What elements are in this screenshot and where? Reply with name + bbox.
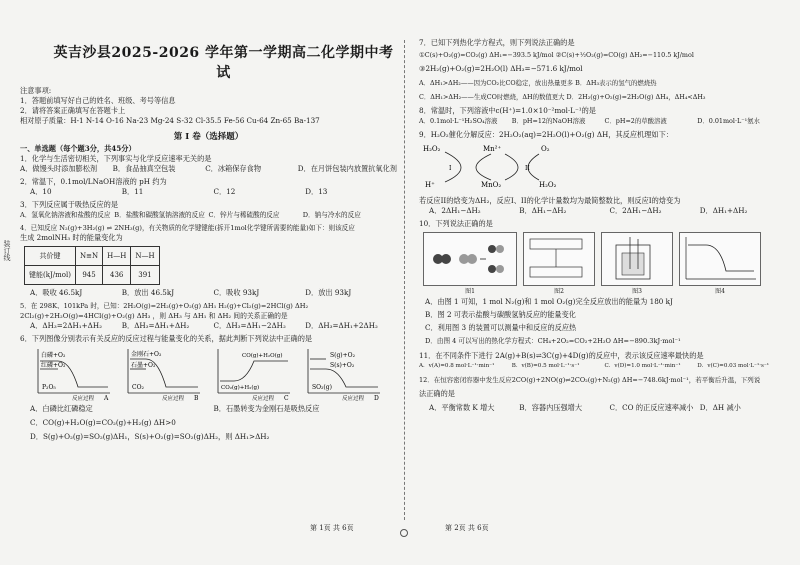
- question-1: 1．化学与生活密切相关，下列事实与化学反应速率无关的是: [20, 154, 212, 163]
- q6-option-c: C．CO(g)+H₂O(g)=CO₂(g)+H₂(g) ΔH>0: [30, 418, 176, 427]
- q4-option-c: C．吸收 93kJ: [213, 288, 260, 297]
- graph-b-mid: 石墨+O₂: [131, 362, 156, 369]
- graph-d-top: S(g)+O₂: [330, 352, 355, 359]
- reaction-mechanism: [421, 142, 571, 190]
- q12-option-b: B．容器内压强增大: [519, 403, 583, 412]
- question-4-cont: 生成 2molNH₃ 时的能量变化为: [20, 233, 123, 242]
- question-3: 3．下列反应属于吸热反应的是: [20, 200, 119, 209]
- energy-graph-b: [122, 347, 202, 401]
- q1-option-a: A．做馒头时添加膨松剂: [20, 164, 98, 173]
- q3-option-b: B．盐酸和碳酸氢钠溶液的反应: [114, 211, 205, 219]
- q3-option-c: C．锌片与稀硫酸的反应: [208, 211, 280, 219]
- q5-option-c: C．ΔH₃=ΔH₁−2ΔH₂: [213, 321, 286, 330]
- q6-option-b: B．石墨转变为金刚石是吸热反应: [213, 404, 320, 413]
- mech-step-i: I: [449, 165, 452, 172]
- mech-hplus: H⁺: [425, 181, 435, 189]
- q11-option-d: D．v(C)=0.03 mol·L⁻¹·s⁻¹: [697, 363, 770, 369]
- mech-mno2: MnO₂: [481, 181, 502, 189]
- q9-option-b: B．ΔH₁−ΔH₂: [519, 206, 567, 215]
- graph-c-xlabel: 反应过程: [252, 396, 275, 401]
- q9-option-c: C．2ΔH₁−ΔH₂: [609, 206, 662, 215]
- graph-b-top: 金刚石+O₂: [131, 351, 162, 358]
- question-11: 11．在不同条件下进行 2A(g)+B(s)⇌3C(g)+4D(g)的反应中，表示该反应速率最快的是: [419, 351, 704, 360]
- table-cell: 键能(kJ/mol): [25, 266, 76, 285]
- question-12: 12．在恒容密闭容器中发生反应2CO(g)+2NO(g)⇌2CO₂(g)+N₂(g) ΔH=−748.6kJ·mol⁻¹，若平衡后升温，下列说: [419, 376, 761, 384]
- figure-1-diagram: [423, 232, 517, 286]
- graph-c-bottom: CO₂(g)+H₂(g): [221, 385, 260, 391]
- graph-a-mid: 红磷+O₂: [41, 362, 66, 369]
- energy-graph-a: [32, 347, 112, 401]
- q8-option-b: B．pH=12的NaOH溶液: [511, 117, 586, 125]
- q3-options: [20, 210, 397, 220]
- figure-2-caption: 图2: [554, 288, 564, 295]
- notes-heading: 注意事项:: [20, 86, 52, 95]
- q11-option-b: B．v(B)=0.5 mol·L⁻¹·s⁻¹: [511, 363, 580, 369]
- left-page-footer: 第 1页 共 6页: [310, 524, 354, 532]
- figure-1: [423, 232, 517, 295]
- q2-option-d: D．13: [305, 187, 328, 196]
- q2-option-c: C．12: [213, 187, 236, 196]
- q4-option-d: D．放出 93kJ: [305, 288, 352, 297]
- mech-h2o2-bottom: H₂O₂: [539, 181, 557, 189]
- q6-options-ab: [30, 404, 397, 414]
- right-page-footer: 第 2页 共 6页: [445, 524, 489, 532]
- q1-options: [20, 164, 397, 174]
- question-2: 2．常温下，0.1mol/LNaOH溶液的 pH 约为: [20, 177, 167, 186]
- note-1: 1．答题前填写好自己的姓名、班级、考号等信息: [20, 96, 176, 105]
- q1-option-b: B．食品抽真空包装: [112, 164, 176, 173]
- binding-line-label: 装订线: [3, 240, 11, 261]
- table-cell: H—H: [103, 247, 131, 266]
- q12-options: [429, 403, 790, 413]
- q11-option-a: A．v(A)=0.8 mol·L⁻¹·min⁻¹: [419, 363, 495, 369]
- question-7: 7．已知下列热化学方程式，则下列说法正确的是: [419, 38, 575, 47]
- question-5-cont: 2Cl₂(g)+2H₂O(g)=4HCl(g)+O₂(g) ΔH₃ ，则 ΔH₃ 与 ΔH₁ 和 ΔH₂ 间的关系正确的是: [20, 312, 288, 320]
- note-2: 2．请将答案正确填写在答题卡上: [20, 106, 126, 115]
- bond-energy-table: [24, 246, 160, 285]
- mech-step-ii: II: [525, 165, 530, 172]
- q5-option-b: B．ΔH₃=ΔH₁+ΔH₂: [121, 321, 190, 330]
- table-row: [25, 266, 160, 285]
- graph-b-xlabel: 反应过程: [162, 396, 185, 401]
- figure-4-diagram: [679, 232, 761, 286]
- section-title: 第 I 卷（选择题）: [173, 132, 244, 142]
- q12-option-a: A．平衡常数 K 增大: [429, 403, 495, 412]
- q2-option-a: A．10: [30, 187, 52, 196]
- q9-option-a: A．2ΔH₁−ΔH₂: [429, 206, 481, 215]
- table-cell: 945: [75, 266, 102, 285]
- exam-title: 英吉沙县2025-2026 学年第一学期高二化学期中考试: [53, 45, 394, 81]
- graph-a-bottom: P₂O₅: [42, 384, 56, 391]
- q1-option-d: D．在月饼包装内放置抗氧化剂: [297, 164, 397, 173]
- question-10: 10．下列说法正确的是: [419, 219, 493, 228]
- graph-b-bottom: CO₂: [132, 384, 144, 391]
- q5-option-a: A．ΔH₃=2ΔH₁+ΔH₂: [30, 321, 103, 330]
- q8-option-d: D．0.01mol·L⁻¹氨水: [697, 117, 760, 125]
- q12-option-c: C．CO 的正反应速率减小: [609, 403, 694, 412]
- binding-hole: [400, 529, 408, 537]
- figure-3-caption: 图3: [632, 288, 642, 295]
- graph-d-letter: D: [374, 395, 379, 401]
- q12-option-d: D．ΔH 减小: [699, 403, 741, 412]
- q6-option-a: A．白磷比红磷稳定: [30, 404, 93, 413]
- figure-4: [679, 232, 761, 295]
- figure-1-caption: 图1: [465, 288, 475, 295]
- figure-3-diagram: [601, 232, 673, 286]
- q10-option-d: D．由图 4 可以写出的热化学方程式：CH₄+2O₂=CO₂+2H₂O ΔH=−890.3kJ·mol⁻¹: [425, 337, 681, 345]
- table-cell: 436: [103, 266, 131, 285]
- q11-option-c: C．v(D)=1.0 mol·L⁻¹·min⁻¹: [604, 363, 681, 369]
- part-one-heading: 一、单选题（每个题3分，共45分）: [20, 144, 136, 153]
- q7-equation-2: ③2H₂(g)+O₂(g)=2H₂O(l) ΔH₃=−571.6 kJ/mol: [419, 64, 583, 73]
- q4-options: [30, 288, 397, 298]
- figure-3: [601, 232, 673, 295]
- q7-equation-1: ①C(s)+O₂(g)=CO₂(g) ΔH₁=−393.5 kJ/mol ②C(s)+½O₂(g)=CO(g) ΔH₂=−110.5 kJ/mol: [419, 51, 694, 59]
- question-4: 4．已知反应 N₂(g)+3H₂(g) ⇌ 2NH₃(g)，有关物质的化学键键能(拆开1mol化学键所需要的能量)如下：则该反应: [20, 224, 355, 232]
- graph-b-letter: B: [194, 395, 199, 401]
- energy-graphs: [32, 347, 397, 401]
- question-9-cont: 若反应II的焓变为ΔH₂，反应I、II的化学计量数均为最简整数比，则反应I的焓变为: [419, 196, 681, 205]
- graph-a-xlabel: 反应过程: [72, 396, 95, 401]
- q7-option-ab: A．ΔH₁>ΔH₂——因为CO₂比CO稳定，放出热量更多 B．ΔH₃表示的氢气的燃烧热: [419, 79, 657, 87]
- graph-a-letter: A: [104, 395, 109, 401]
- q4-option-b: B．放出 46.5kJ: [121, 288, 175, 297]
- graph-d-bottom: SO₂(g): [312, 384, 332, 391]
- question-6: 6．下列图像分别表示有关反应的反应过程与能量变化的关系，据此判断下列说法中正确的是: [20, 334, 313, 343]
- figure-2-diagram: [523, 232, 595, 286]
- q3-option-a: A．氢氧化钠溶液和盐酸的反应: [20, 211, 111, 219]
- table-cell: N—H: [131, 247, 159, 266]
- figure-4-caption: 图4: [715, 288, 725, 295]
- table-row: [25, 247, 160, 266]
- energy-graph-d: [302, 347, 382, 401]
- graph-d-xlabel: 反应过程: [342, 396, 365, 401]
- q5-option-d: D．ΔH₃=ΔH₁+2ΔH₂: [305, 321, 378, 330]
- figure-2: [523, 232, 595, 295]
- atomic-masses: 相对原子质量：H-1 N-14 O-16 Na-23 Mg-24 S-32 Cl-35.5 Fe-56 Cu-64 Zn-65 Ba-137: [20, 116, 320, 125]
- graph-a-top: 白磷+O₂: [41, 352, 66, 359]
- q9-option-d: D．ΔH₁+ΔH₂: [699, 206, 748, 215]
- q9-options: [429, 206, 790, 216]
- question-12-cont: 法正确的是: [419, 389, 455, 398]
- q8-options: [419, 116, 790, 126]
- q1-option-c: C．冰箱保存食物: [205, 164, 262, 173]
- q10-option-a: A．由图 1 可知，1 mol N₂(g)和 1 mol O₂(g)完全反应放出的能量为 180 kJ: [425, 297, 673, 306]
- graph-c-top: CO(g)+H₂O(g): [242, 353, 283, 359]
- mech-o2: O₂: [541, 145, 550, 153]
- question-5: 5．在 298K、101kPa 时，已知：2H₂O(g)=2H₂(g)+O₂(g) ΔH₁ H₂(g)+Cl₂(g)=2HCl(g) ΔH₂: [20, 302, 309, 310]
- q5-options: [30, 321, 397, 331]
- q2-options: [30, 187, 397, 197]
- q6-option-d: D．S(g)+O₂(g)=SO₂(g)ΔH₁，S(s)+O₂(g)=SO₂(g)ΔH₂，则 ΔH₁>ΔH₂: [30, 432, 270, 441]
- mech-h2o2-top: H₂O₂: [423, 145, 441, 153]
- graph-d-mid: S(s)+O₂: [330, 362, 355, 369]
- q10-option-b: B．图 2 可表示盐酸与碳酸氢钠反应的能量变化: [425, 310, 576, 319]
- question-9: 9．H₂O₂催化分解反应：2H₂O₂(aq)=2H₂O(l)+O₂(g) ΔH，其反应机理如下：: [419, 130, 673, 139]
- q11-options: [419, 361, 790, 371]
- q10-option-c: C．利用图 3 的装置可以测量中和反应的反应热: [425, 323, 577, 332]
- mech-mn2plus: Mn²⁺: [483, 145, 502, 153]
- right-page: [405, 0, 800, 565]
- question-8: 8．常温时，下列溶液中c(H⁺)=1.0×10⁻²mol·L⁻¹的是: [419, 106, 596, 115]
- q8-option-a: A．0.1mol·L⁻¹H₂SO₄溶液: [419, 117, 498, 125]
- q4-option-a: A．吸收 46.5kJ: [30, 288, 83, 297]
- q8-option-c: C．pH=2的草酸溶液: [604, 117, 667, 125]
- graph-c-letter: C: [284, 395, 289, 401]
- q7-option-cd: C．ΔH₁>ΔH₂——生成CO时燃烧，ΔH的数值更大 D．2H₂(g)+O₂(g)=2H₂O(g) ΔH₄，ΔH₄<ΔH₃: [419, 93, 706, 101]
- table-cell: 391: [131, 266, 159, 285]
- q2-option-b: B．11: [121, 187, 144, 196]
- q3-option-d: D．钠与冷水的反应: [302, 211, 361, 219]
- energy-graph-c: [212, 347, 292, 401]
- table-cell: N≡N: [75, 247, 102, 266]
- table-cell: 共价键: [25, 247, 76, 266]
- q10-figures: [423, 232, 790, 295]
